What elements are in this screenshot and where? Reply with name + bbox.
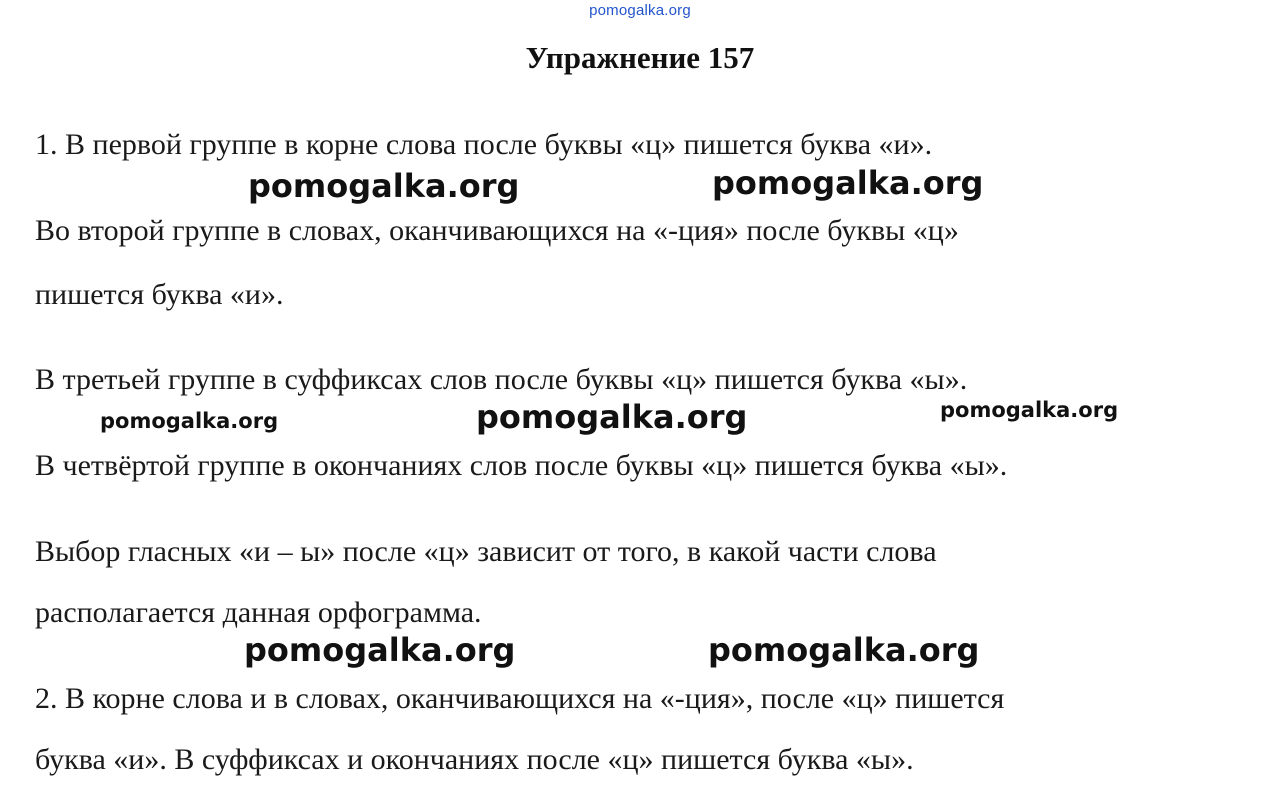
text-line-6: Выбор гласных «и – ы» после «ц» зависит от того, в какой части слова xyxy=(35,535,937,568)
text-line-4: В третьей группе в суффиксах слов после буквы «ц» пишется буква «ы». xyxy=(35,363,968,396)
text-line-5: В четвёртой группе в окончаниях слов после буквы «ц» пишется буква «ы». xyxy=(35,449,1008,482)
text-line-3: пишется буква «и». xyxy=(35,278,284,311)
text-line-1: 1. В первой группе в корне слова после буквы «ц» пишется буква «и». xyxy=(35,128,933,161)
watermark: pomogalka.org xyxy=(248,167,520,205)
watermark: pomogalka.org xyxy=(476,398,748,436)
text-line-8: 2. В корне слова и в словах, оканчивающихся на «-ция», после «ц» пишется xyxy=(35,682,1005,715)
watermark: pomogalka.org xyxy=(712,164,984,202)
text-line-2: Во второй группе в словах, оканчивающихся на «-ция» после буквы «ц» xyxy=(35,214,959,247)
watermark: pomogalka.org xyxy=(708,631,980,669)
watermark: pomogalka.org xyxy=(100,409,279,433)
exercise-title: Упражнение 157 xyxy=(525,40,755,75)
watermark: pomogalka.org xyxy=(940,398,1119,422)
text-line-7: располагается данная орфограмма. xyxy=(35,596,482,629)
site-link[interactable]: pomogalka.org xyxy=(589,2,691,19)
text-line-9: буква «и». В суффиксах и окончаниях после «ц» пишется буква «ы». xyxy=(35,743,914,776)
watermark: pomogalka.org xyxy=(244,631,516,669)
